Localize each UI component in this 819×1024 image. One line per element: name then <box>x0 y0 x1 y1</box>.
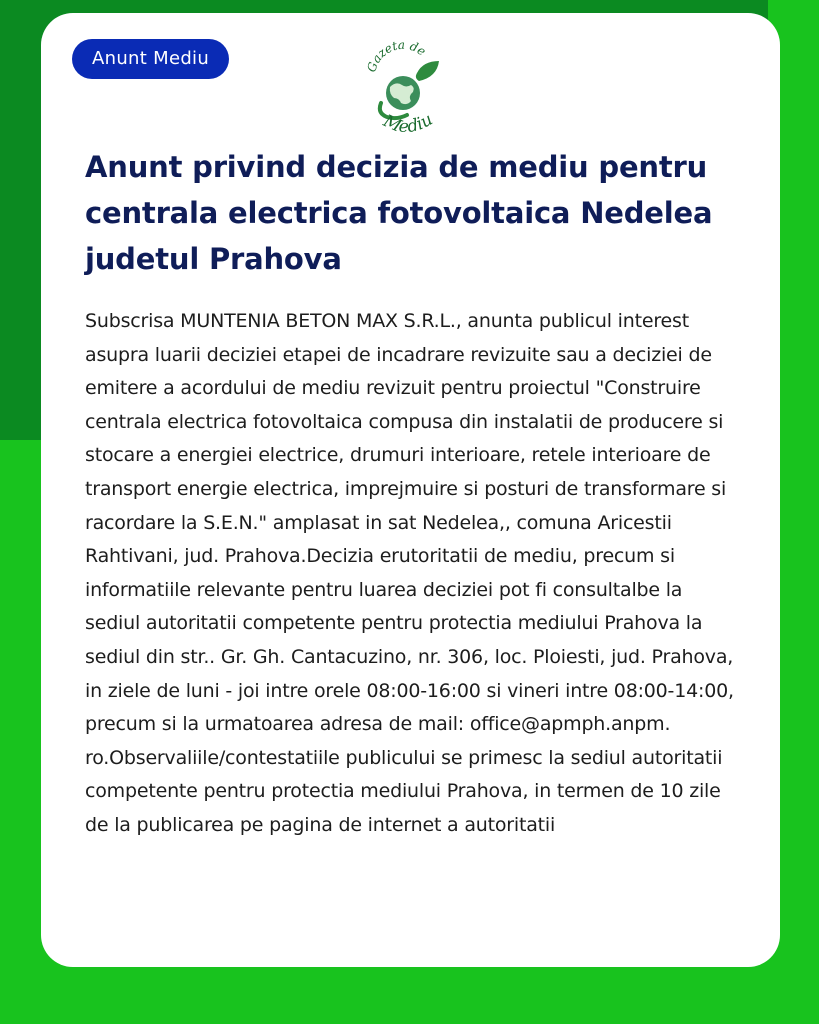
category-badge[interactable]: Anunt Mediu <box>72 39 229 79</box>
announcement-card <box>41 13 780 967</box>
article-body: Subscrisa MUNTENIA BETON MAX S.R.L., anunta publicul interest asupra luarii deciziei etapei de incadrare revizuite sau a deciziei de emitere a acordului de mediu revizuit pentru proiectul "Construire centrala electrica fotovoltaica compusa din instalatii de producere si stocare a energiei electrice, drumuri interioare, retele interioare de transport energie electrica, imprejmuire si posturi de transformare si racordare la S.E.N." amplasat in sat Nedelea,, comuna Aricestii Rahtivani, jud. Prahova.Decizia erutoritatii de mediu, precum si informatiile relevante pentru luarea deciziei pot fi consultalbe la sediul autoritatii competente pentru protectia mediului Prahova la sediul din str.. Gr. Gh. Cantacuzino, nr. 306, loc. Ploiesti, jud. Prahova, in ziele de luni - joi intre orele 08:00-16:00 si vineri intre 08:00-14:00, precum si la urmatoarea adresa de mail: office@apmph.anpm. ro.Observaliile/contestatiile publicului se primesc la sediul autoritatii competente pentru protectia mediului Prahova, in termen de 10 zile de la publicarea pe pagina de internet a autoritatii <box>85 310 734 836</box>
leaf-icon <box>416 61 439 81</box>
svg-text:Mediu <box>379 110 436 133</box>
svg-text:Gazeta de <box>364 38 428 74</box>
logo-bottom-text: Mediu <box>380 109 437 133</box>
logo-top-text: Gazeta de <box>364 37 429 74</box>
gazeta-de-mediu-logo <box>357 37 447 133</box>
article-title: Anunt privind decizia de mediu pentru centrala electrica fotovoltaica Nedelea judetul Prahova <box>85 150 713 276</box>
